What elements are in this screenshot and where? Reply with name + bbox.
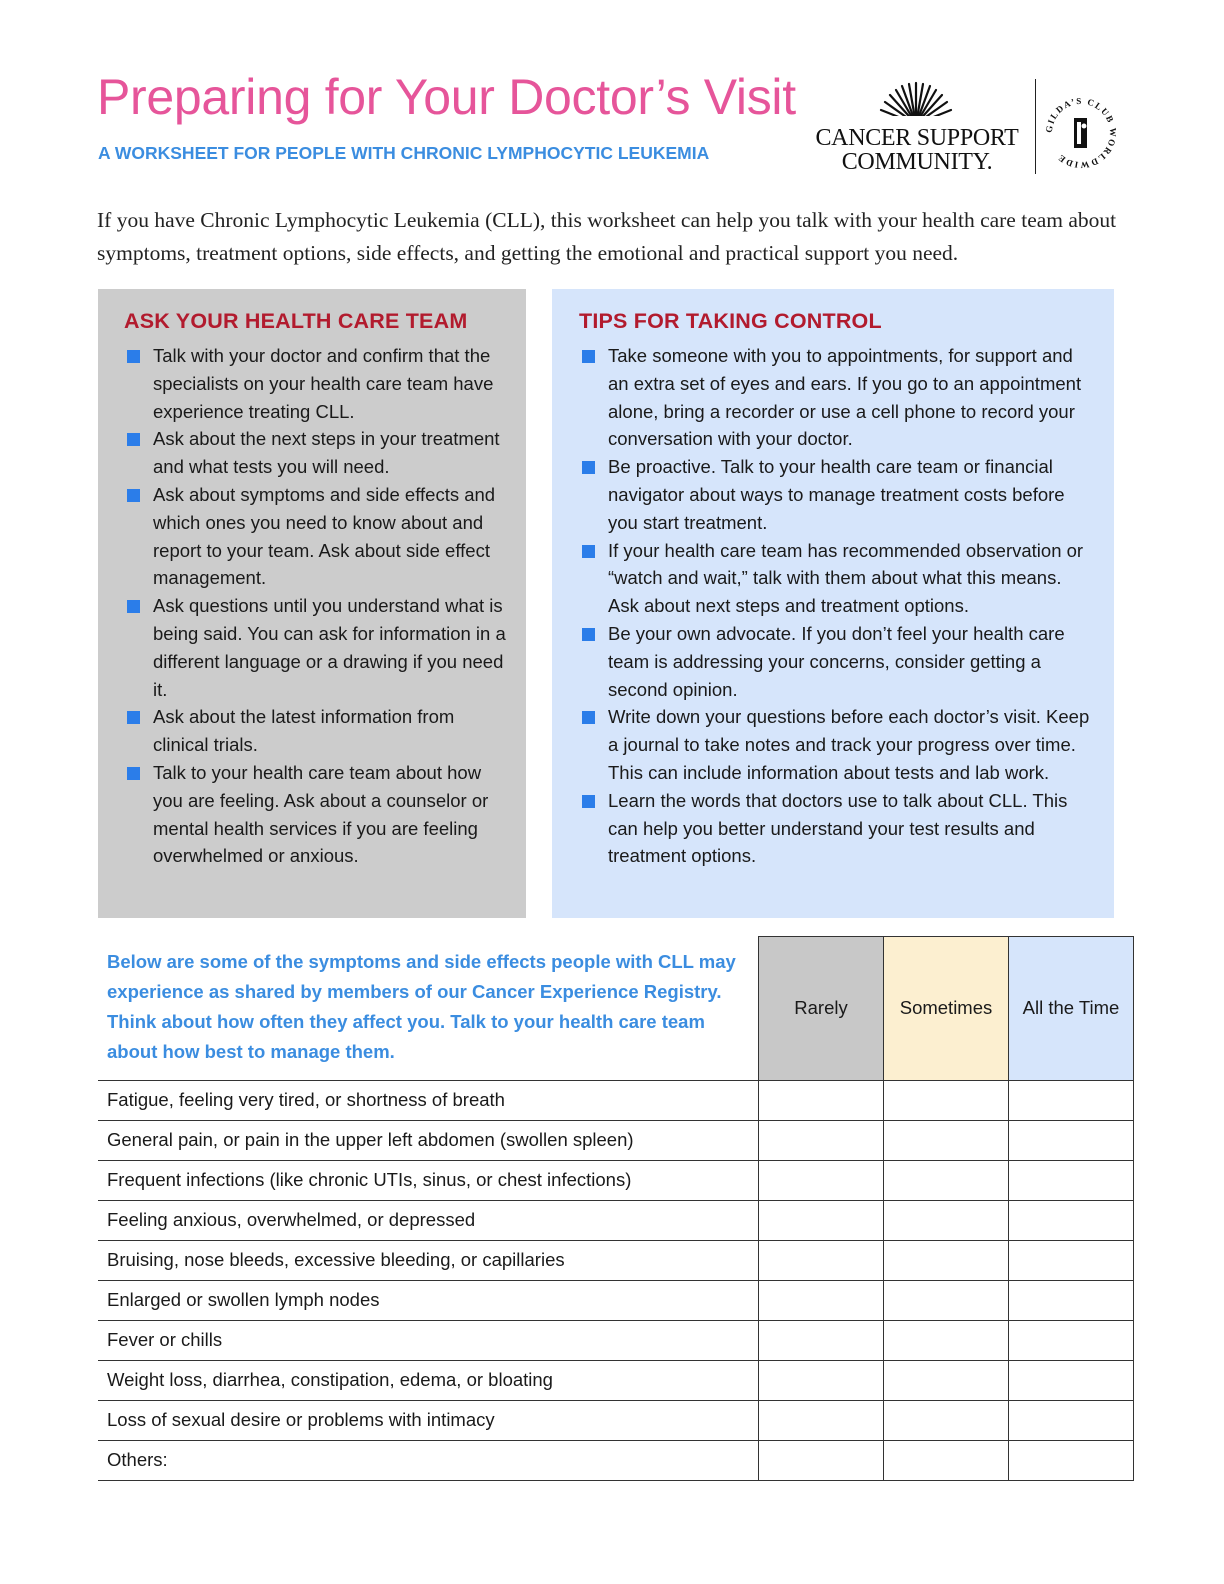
- table-row: [98, 1320, 1134, 1360]
- square-bullet-icon: [127, 350, 140, 363]
- column-header-all-the-time: All the Time: [1009, 937, 1134, 1081]
- list-item-text: Be your own advocate. If you don’t feel your health care team is addressing your concerns, consider getting a second opinion.: [608, 622, 1065, 700]
- list-item-text: Take someone with you to appointments, for support and an extra set of eyes and ears. If you go to an appointment alone, bring a recorder or use a cell phone to record your conversation with your doctor.: [608, 345, 1082, 450]
- column-header-rarely: Rarely: [759, 937, 884, 1081]
- rarely-checkbox-cell[interactable]: [759, 1360, 884, 1400]
- square-bullet-icon: [127, 600, 140, 613]
- square-bullet-icon: [582, 461, 595, 474]
- table-row: [98, 1200, 1134, 1240]
- tips-for-taking-control-panel: [552, 289, 1114, 918]
- sometimes-checkbox-cell[interactable]: [884, 1080, 1009, 1120]
- all-the-time-checkbox-cell[interactable]: [1009, 1440, 1134, 1480]
- square-bullet-icon: [127, 489, 140, 502]
- all-the-time-checkbox-cell[interactable]: [1009, 1080, 1134, 1120]
- rarely-checkbox-cell[interactable]: [759, 1400, 884, 1440]
- page-subtitle: A WORKSHEET FOR PEOPLE WITH CHRONIC LYMPHOCYTIC LEUKEMIA: [98, 143, 710, 163]
- all-the-time-checkbox-cell[interactable]: [1009, 1320, 1134, 1360]
- sometimes-checkbox-cell[interactable]: [884, 1240, 1009, 1280]
- square-bullet-icon: [127, 433, 140, 446]
- logo-text-line2: COMMUNITY.: [841, 149, 993, 175]
- all-the-time-checkbox-cell[interactable]: [1009, 1240, 1134, 1280]
- list-item: [579, 703, 1094, 786]
- list-item-text: Ask about symptoms and side effects and which ones you need to know about and report to your team. Ask about side effect management.: [153, 483, 496, 589]
- table-header-row: [98, 937, 1134, 1081]
- all-the-time-checkbox-cell[interactable]: [1009, 1400, 1134, 1440]
- intro-paragraph: If you have Chronic Lymphocytic Leukemia (CLL), this worksheet can help you talk with your health care team about symptoms, treatment options, side effects, and getting the emotional and practical support you need.: [97, 208, 1117, 265]
- list-item: [124, 425, 506, 481]
- logo-main-mark: [806, 76, 1028, 176]
- table-row: [98, 1120, 1134, 1160]
- rarely-checkbox-cell[interactable]: [759, 1440, 884, 1480]
- symptom-table-description: Below are some of the symptoms and side effects people with CLL may experience as shared by members of our Cancer Experience Registry. Think about how often they affect you. Talk to your health care team about how best to manage them.: [98, 937, 759, 1081]
- square-bullet-icon: [582, 628, 595, 641]
- square-bullet-icon: [582, 711, 595, 724]
- list-item: [124, 759, 506, 870]
- all-the-time-checkbox-cell[interactable]: [1009, 1280, 1134, 1320]
- rarely-checkbox-cell[interactable]: [759, 1320, 884, 1360]
- sometimes-checkbox-cell[interactable]: [884, 1360, 1009, 1400]
- all-the-time-checkbox-cell[interactable]: [1009, 1360, 1134, 1400]
- table-row: [98, 1440, 1134, 1480]
- list-item-text: Talk with your doctor and confirm that the specialists on your health care team have experience treating CLL.: [153, 345, 494, 422]
- list-item: [579, 620, 1094, 703]
- ask-panel-heading: ASK YOUR HEALTH CARE TEAM: [124, 309, 468, 333]
- square-bullet-icon: [127, 767, 140, 780]
- rarely-checkbox-cell[interactable]: [759, 1120, 884, 1160]
- list-item: [124, 592, 506, 703]
- page-title: Preparing for Your Doctor’s Visit: [97, 69, 796, 125]
- sometimes-checkbox-cell[interactable]: [884, 1120, 1009, 1160]
- list-item: [124, 342, 506, 425]
- list-item: [579, 537, 1094, 620]
- symptom-label: Weight loss, diarrhea, constipation, edema, or bloating: [98, 1360, 759, 1400]
- rarely-checkbox-cell[interactable]: [759, 1200, 884, 1240]
- symptom-label: Feeling anxious, overwhelmed, or depressed: [98, 1200, 759, 1240]
- column-header-sometimes: Sometimes: [884, 937, 1009, 1081]
- gildas-club-seal-icon: [1044, 96, 1118, 170]
- sometimes-checkbox-cell[interactable]: [884, 1400, 1009, 1440]
- ask-panel-list: [124, 342, 506, 870]
- symptom-label: Loss of sexual desire or problems with intimacy: [98, 1400, 759, 1440]
- symptom-label: General pain, or pain in the upper left abdomen (swollen spleen): [98, 1120, 759, 1160]
- list-item: [579, 787, 1094, 870]
- table-row: [98, 1280, 1134, 1320]
- list-item-text: Ask questions until you understand what is being said. You can ask for information in a different language or a drawing if you need it.: [153, 595, 506, 700]
- square-bullet-icon: [582, 795, 595, 808]
- square-bullet-icon: [127, 711, 140, 724]
- list-item-text: If your health care team has recommended observation or “watch and wait,” talk with them about what this means. Ask about next steps and treatment options.: [608, 539, 1084, 617]
- list-item-text: Ask about the latest information from clinical trials.: [153, 706, 455, 756]
- sunburst-icon: [876, 80, 956, 126]
- list-item: [579, 342, 1094, 453]
- tips-panel-list: [579, 342, 1094, 870]
- list-item: [124, 703, 506, 759]
- symptom-label: Enlarged or swollen lymph nodes: [98, 1280, 759, 1320]
- sometimes-checkbox-cell[interactable]: [884, 1200, 1009, 1240]
- symptom-label: Bruising, nose bleeds, excessive bleeding, or capillaries: [98, 1240, 759, 1280]
- all-the-time-checkbox-cell[interactable]: [1009, 1120, 1134, 1160]
- sometimes-checkbox-cell[interactable]: [884, 1440, 1009, 1480]
- symptom-label: Fever or chills: [98, 1320, 759, 1360]
- list-item: [124, 481, 506, 592]
- list-item-text: Ask about the next steps in your treatment and what tests you will need.: [153, 428, 500, 478]
- tips-panel-heading: TIPS FOR TAKING CONTROL: [579, 309, 882, 333]
- square-bullet-icon: [582, 350, 595, 363]
- rarely-checkbox-cell[interactable]: [759, 1160, 884, 1200]
- table-row: [98, 1160, 1134, 1200]
- table-row: [98, 1360, 1134, 1400]
- symptom-label-others: Others:: [98, 1440, 759, 1480]
- sometimes-checkbox-cell[interactable]: [884, 1320, 1009, 1360]
- list-item: [579, 453, 1094, 536]
- rarely-checkbox-cell[interactable]: [759, 1080, 884, 1120]
- all-the-time-checkbox-cell[interactable]: [1009, 1160, 1134, 1200]
- symptom-frequency-table: [98, 936, 1134, 1481]
- symptom-label: Fatigue, feeling very tired, or shortness of breath: [98, 1080, 759, 1120]
- list-item-text: Be proactive. Talk to your health care team or financial navigator about ways to manage treatment costs before you start treatment.: [608, 456, 1065, 533]
- table-row: [98, 1080, 1134, 1120]
- list-item-text: Write down your questions before each doctor’s visit. Keep a journal to take notes and track your progress over time. This can include information about tests and lab work.: [608, 706, 1090, 783]
- sometimes-checkbox-cell[interactable]: [884, 1280, 1009, 1320]
- cancer-support-community-logo: [806, 76, 1121, 176]
- logo-divider: [1035, 79, 1036, 174]
- table-row: [98, 1240, 1134, 1280]
- table-row: [98, 1400, 1134, 1440]
- sometimes-checkbox-cell[interactable]: [884, 1160, 1009, 1200]
- logo-text-line1: CANCER SUPPORT: [815, 125, 1019, 151]
- rarely-checkbox-cell[interactable]: [759, 1240, 884, 1280]
- svg-text:GILDA’S CLUB WORLDWIDE: GILDA’S CLUB WORLDWIDE: [1044, 96, 1118, 170]
- symptom-label: Frequent infections (like chronic UTIs, sinus, or chest infections): [98, 1160, 759, 1200]
- all-the-time-checkbox-cell[interactable]: [1009, 1200, 1134, 1240]
- list-item-text: Learn the words that doctors use to talk about CLL. This can help you better understand your test results and treatment options.: [608, 789, 1068, 867]
- rarely-checkbox-cell[interactable]: [759, 1280, 884, 1320]
- ask-health-care-team-panel: [98, 289, 526, 918]
- square-bullet-icon: [582, 545, 595, 558]
- list-item-text: Talk to your health care team about how you are feeling. Ask about a counselor or mental health services if you are feeling overwhelmed or anxious.: [153, 761, 489, 867]
